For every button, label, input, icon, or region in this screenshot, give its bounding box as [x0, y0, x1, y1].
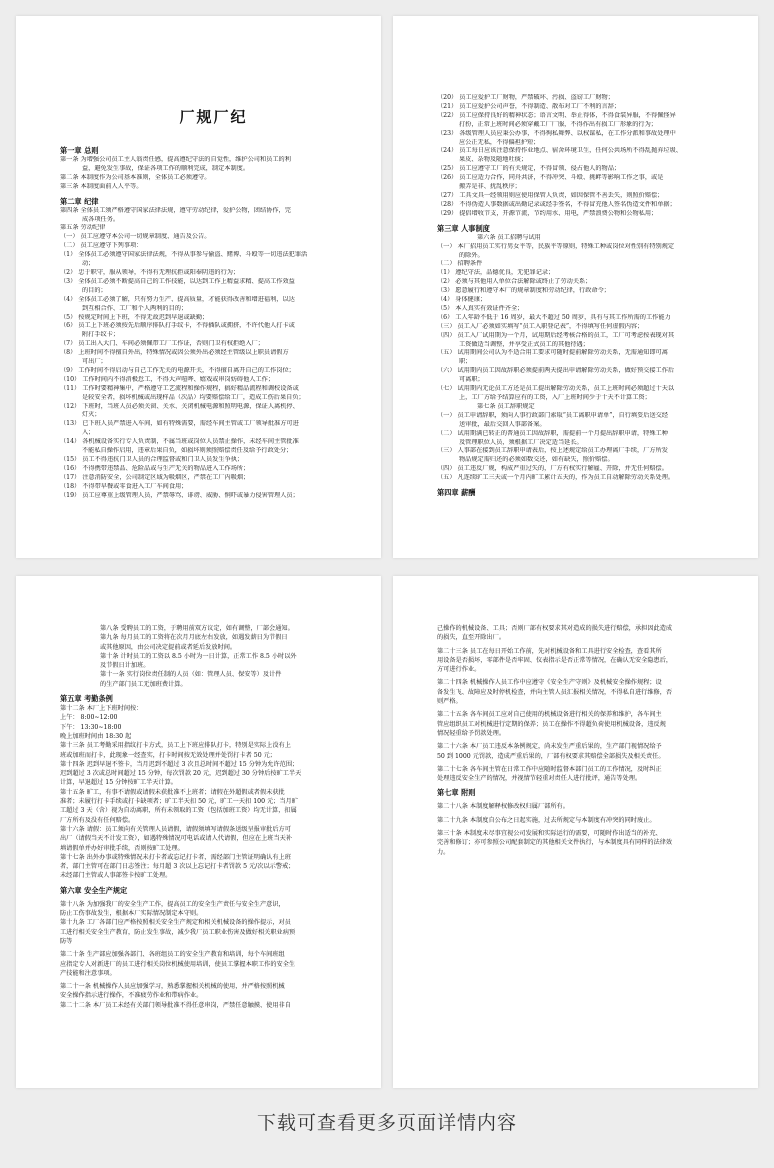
text-line: 第十五条 旷工，有事不请假或请假未获批准不上班者；请假在外超假或者假未获批 — [60, 788, 285, 796]
text-line: 第四条 全体员工须严格遵守国家法律法规，遵守劳动纪律，爱护公物，团结协作，完 — [60, 206, 291, 214]
text-line: 第二十五条 各车间员工应对自己使用的机械设备进行相关的保养和维护，各车间主 — [437, 711, 662, 719]
text-line: （3） 全体员工必须不断提高自己的工作技能，以达到工作上精益求精、提高工作效益 — [60, 277, 295, 285]
text-line: 第十八条 为加强我厂的安全生产工作，提高员工的安全生产责任与安全生产意识， — [60, 900, 285, 908]
text-line: 情况轻重给予罚款处理。 — [437, 729, 506, 737]
text-line: 第六条 员工招聘与试用 — [477, 233, 541, 241]
text-line: 填请假单并办好审批手续，否则按旷工处理。 — [60, 844, 184, 852]
text-line: （13） 已下班人员严禁进入车间，如有特殊需要，需经车间主管或工厂领导批准方可进 — [60, 420, 299, 428]
text-line: 第十九条 工厂各部门应严格按照相关安全生产规定和相关机械设备的操作提示，对员 — [60, 919, 291, 927]
chapter-heading: 第七章 附则 — [437, 788, 476, 798]
text-line: 的目的； — [82, 286, 107, 294]
text-line: （4） 全体员工必须了解，只有努力生产、提高质量，才能获得改善和增进福利，以达 — [60, 295, 295, 303]
text-line: 工超过 3 天（含）视为自动离职，所有未领取的工资（包括加班工资）均无计算，扣属 — [60, 807, 297, 815]
text-line: 第十二条 本厂上下班时间按： — [60, 705, 143, 713]
text-line: 第一条 为增强公司员工主人翁责任感，提高遵纪守法的自觉性，维护公司和员工的利 — [60, 156, 291, 163]
text-line: （二） 招聘条件 — [437, 260, 483, 268]
text-line: （一） 员工应遵守本公司一切规章制度、通告及公告。 — [60, 233, 211, 241]
text-line: （26） 员工应适力合作，同舟共济，不得冲突、斗殴、挑衅等影响工作之事，或是 — [437, 174, 664, 182]
text-line: 的损失，直至开除出厂。 — [437, 634, 506, 642]
text-line: 成各项任务。 — [82, 215, 120, 223]
document-page-2 — [393, 16, 758, 558]
text-line: 及管理职位人员，须根据工厂决定适当延长。 — [459, 438, 583, 446]
text-line: （6） 工人年龄不低于 16 周岁，最大不超过 50 周岁，具有与其工作所需的工作能力 — [437, 313, 671, 321]
text-line: 力。 — [437, 848, 450, 856]
text-line: 可离职； — [459, 376, 484, 384]
text-line: 或其他原因，由公司决定提前或者延后发放时间。 — [100, 643, 237, 651]
text-line: （24） 员工每日应该注意保持作业地点、宿舍环境卫生，任何公共场所不得乱抛弃垃圾、 — [437, 147, 682, 155]
text-line: 第二十条 生产部应加强各部门、各班组员工的安全生产教育和培训，每个车间班组 — [60, 951, 285, 959]
chapter-heading: 第二章 纪律 — [60, 196, 99, 206]
text-line: 第二十三条 员工在每日开始工作前，先对机械设备和工具进行安全检查，查看其所 — [437, 647, 662, 655]
text-line: 者，部门主管可在部门日志签注；每月超 3 次以上忘记打卡者罚款 5 元/次以示警戒； — [60, 863, 295, 871]
text-line: 到互相合作、工厂和个人两利的目的； — [82, 304, 188, 312]
text-line: （四） 员工违反厂规，构成严重过失的，厂方有权实行解雇、开除，并无任何赔偿。 — [437, 465, 668, 473]
text-line: （11） 工作时要精神集中，严格遵守工艺流程和操作规程，搞好精品流程和调校设备或 — [60, 384, 299, 392]
text-line: 工资做适当调整，并享受正式员工的其他待遇； — [459, 340, 589, 348]
text-line: 打扮，正常上班时间必须穿戴工厂厂服，不得作出有损工厂形象的行为； — [459, 120, 657, 128]
text-line: 第十条 计时员工的工资以 8.5 小时为一日计算，正常工作 8.5 小时以外 — [100, 652, 297, 660]
text-line: （3） 愿意履行和遵守本厂的规章制度和劳动纪律，行政命令； — [437, 287, 610, 295]
text-line: 处理违反安全生产的情况，并视情节轻重对责任人进行批评，通告等处理。 — [437, 775, 642, 783]
chapter-heading: 第三章 人事制度 — [437, 223, 490, 233]
text-line: （15） 员工不得违抗门卫人员的合理监督或和门卫人员发生争执； — [60, 456, 244, 463]
text-line: （二） 试用期满已转正的普通员工因故辞职，需提前一个月提出辞职申请，特殊工种 — [437, 429, 668, 437]
text-line: （4） 身体健康； — [437, 296, 487, 304]
text-line: 第二十一条 机械操作人员应加强学习，熟悉掌握相关机械的使用，并严格按照机械 — [60, 983, 285, 991]
text-line: 灯灭； — [82, 411, 101, 419]
text-line: 应指定专人对新进厂的员工进行相关岗位机械使用培训，使员工掌握本职工作的安全生 — [60, 960, 296, 968]
text-line: （六） 试用期内员工因故辞职必须提前两天提出申请解除劳动关系，做好预交接工作后 — [437, 367, 675, 375]
text-line: 送审批，最后交回人事部备案。 — [459, 420, 546, 428]
text-line: 第二十七条 各车间主管在日常工作中应随时监督本部门员工的工作情况，及时纠正 — [437, 765, 662, 773]
text-line: 搬弄是非、扰乱秩序； — [459, 183, 521, 191]
text-line: （28） 不得伪造人事数据或出勤记录或经手签名，不得冒充他人签名伪造文件和单据； — [437, 200, 676, 208]
text-line: 第二十二条 本厂员工未经有关部门领导批准不得任意串岗，严禁任意触摸、使用非自 — [60, 1001, 291, 1009]
chapter-heading: 第五章 考勤条例 — [60, 694, 113, 704]
text-line: 第二条 本制度作为公司基本准则，全体员工必须遵守。 — [60, 173, 211, 181]
document-page-3 — [16, 576, 381, 1088]
text-line: 职； — [459, 358, 472, 366]
text-line: 第二十九条 本制度自公布之日起实施，过去所规定与本制度有冲突的同时废止。 — [437, 816, 656, 824]
text-line: （8） 上班时间不得擅自外出，特殊情况或因公须外出必须经主管级以上职员请假方 — [60, 349, 289, 357]
document-page-4 — [393, 576, 758, 1088]
text-line: （四） 员工入厂试用期为一个月，试用期后经考核合格的员工，工厂可考虑按表现对其 — [437, 331, 675, 339]
text-line: （7） 员工出入大门、车间必须佩带工厂工作证，否则门卫有权拒绝入厂； — [60, 340, 264, 348]
text-line: 晚上加班时间由 18:30 起 — [60, 732, 132, 740]
document-page-1 — [16, 16, 381, 558]
chapter-heading: 第一章 总则 — [60, 146, 99, 155]
text-line: 的生产部门员工无加班费计算。 — [100, 680, 187, 688]
text-line: 第十三条 员工考勤采用指纹打卡方式，员工上下班应排队打卡，特别是实际上没有上 — [60, 742, 291, 750]
chapter-heading: 第六章 安全生产规定 — [60, 885, 128, 895]
text-line: （5） 按规定时间上下班，不得无故迟到早退或缺勤； — [60, 313, 209, 321]
text-line: 的除外。 — [459, 251, 484, 259]
text-line: 不能私自操作启用，违章后果自负，如损坏则须照赔偿责任及给予行政处分； — [82, 447, 293, 455]
page-content — [437, 624, 744, 857]
text-line: （一） 本厂招用员工实行男女平等，民族平等原则，特殊工种或岗位对性别有特别规定 — [437, 242, 675, 250]
text-line: 防等 — [60, 937, 73, 945]
text-line: 用设备是否损坏，零部件是否牢固、仪表指示是否正常等情况，在确认无安全隐患后， — [437, 656, 673, 664]
document-title: 厂规厂纪 — [179, 108, 248, 126]
text-line: 附打手纹卡； — [82, 331, 120, 339]
text-line: 第十一条 实行岗位责任制的人员（如：管理人员、保安等）及计件 — [100, 671, 282, 679]
text-line: 产技能和注意事项。 — [60, 969, 116, 977]
text-line: （10） 工作时间内不得消极怠工，不得大声喧哗、嬉戏或串岗妨碍他人工作； — [60, 375, 275, 383]
text-line: 入； — [82, 429, 95, 437]
text-line: （2） 必须与其他用人单位合法解除或终止了劳动关系； — [437, 278, 592, 286]
text-line: （9） 工作时间不得启动与自己工作无关的电源开关，不得擅自离开自己的工作岗位； — [60, 366, 295, 374]
text-line: 上午： 8:00~12:00 — [60, 714, 118, 722]
text-line: 方可进行作业。 — [437, 666, 481, 674]
text-line: （七） 试用期内无论员工方还是员工提出解除劳动关系，员工上班时间必须超过十天以 — [437, 385, 675, 393]
text-line: 上，工厂方给予结算应有的工资，入厂上班时间少于十天不计算工资； — [459, 394, 651, 401]
text-line: （5） 本人真实有效证件齐全； — [437, 304, 524, 312]
text-line: 50 到 1000 元罚款，造成严重后果的，厂部有权要求其赔偿全部损失及相关责任。 — [437, 752, 665, 760]
download-more-link[interactable]: 下载可查看更多页面详情内容 — [256, 1112, 517, 1134]
text-line: （1） 全体员工必须遵守国家法律法规，不得从事参与偷盗、赌博、斗殴等一切违法犯罪活 — [60, 251, 308, 259]
page-content — [60, 624, 367, 1010]
text-line: 计算，早退超过 15 分钟按旷工半天计算。 — [60, 779, 177, 787]
text-line: （19） 员工应尊重上级管理人员，严禁辱骂、诽谤、威胁、恫吓或暴力侵害管理人员； — [60, 491, 299, 499]
text-line: 第二十八条 本制度解释权修改权归属厂部所有。 — [437, 803, 569, 811]
text-line: 物品规定需归还的必须如数交还，如有缺失，照价赔偿。 — [459, 456, 614, 464]
text-line: （五） 凡连续旷工三天或一个月内旷工累计五天的，作为员工自动解除劳动关系处理。 — [437, 474, 675, 482]
text-line: 厂方所有及没有任何赔偿。 — [60, 816, 135, 824]
text-line: 防止工伤事故发生，根据本厂实际情况制定本守则。 — [60, 910, 203, 918]
text-line: （二） 员工应遵守下列事项： — [60, 242, 143, 250]
text-line: 第八条 受聘员工的工资，于聘用前双方议定，如有调整，厂部会通知。 — [100, 625, 294, 632]
text-line: 则严格。 — [437, 698, 462, 706]
text-line: 迟到超过 3 次或总时间超过 15 分钟，每次罚款 20 元，迟到超过 30 分钟后按旷工半天 — [60, 770, 302, 778]
text-line: 备发生飞、故障应及时停机检查，并向主管人员汇报相关情况，不得私自进行维修，否 — [437, 688, 673, 696]
text-line: 下午： 13:30~18:00 — [60, 723, 122, 731]
text-line: 果皮、杂物及随地吐痰； — [459, 156, 528, 164]
text-line: 第十七条 出外办事或特殊情况未打卡者或忘记打卡者，需经部门主管证明确认有上班 — [60, 853, 291, 861]
text-line: 可出厂； — [82, 358, 107, 366]
text-line: （21） 员工应爱护公司声誉，不得制造、散布对工厂不利的言辞； — [437, 102, 621, 110]
text-line: 己操作的机械设备、工具；否则厂部有权要求其对造成的损失进行赔偿，承担因此造成 — [437, 625, 673, 632]
text-line: （14） 各机械设备实行专人负责制，不属当班或岗位人员禁止操作，未经车间主管批准 — [60, 438, 299, 446]
chapter-heading: 第四章 薪酬 — [437, 488, 476, 498]
text-line: 是较安全者，损坏机械或出现样品（次品）均要赔偿给工厂，造成工伤后果自负； — [82, 393, 305, 401]
text-line: 工进行相关安全生产教育，防止发生事故，减少我厂员工职业伤害及做好相关职业病预 — [60, 928, 296, 936]
text-line: 第二十四条 机械操作人员工作中应遵守《安全生产守则》及机械安全操作规程；设 — [437, 679, 662, 687]
text-line: 第七条 员工辞职规定 — [477, 402, 535, 410]
text-line: 第十四条 迟到早退不签卡，当月迟到不超过 3 次且总时间不超过 15 分钟为允许范围； — [60, 760, 299, 768]
text-line: 第三十条 本制度未尽事宜视公司发展和实际运行的需要，可随时作出适当的补充、 — [437, 830, 662, 838]
text-line: 安全操作指示进行操作，不准疲劳作业和带病作业。 — [60, 992, 203, 1000]
text-line: （1） 遵纪守法，品德优良，无犯罪记录； — [437, 269, 555, 277]
text-line: 益，避免发生事故，保证各项工作的顺利完成，制定本制度。 — [82, 164, 250, 172]
page-content — [60, 145, 367, 501]
text-line: （17） 注意消防安全，公司制定区域为吸烟区，严禁在工厂内吸烟； — [60, 473, 250, 481]
text-line: 第五条 劳动纪律 — [60, 224, 106, 232]
text-line: 管应组织员工对机械进行定期的保养；员工在操作不得超负荷使用机械设备，违反规 — [437, 720, 666, 728]
text-line: 出厂（请假当天不计发工资），如遇特殊情况可电话或请人代请假，但应在上班当天补 — [60, 835, 293, 843]
text-line: （12） 下班时，当班人员必须关窗、关水、关闭机械电源和照明电源，保证人离机停、 — [60, 402, 299, 410]
page-content — [437, 94, 744, 498]
text-line: （23） 各级管理人员应秉公办事，不得徇私舞弊、以权谋私，在工作分派和事故处理中 — [437, 129, 676, 137]
text-line: 第二十六条 本厂员工违反本条例规定，尚未发生严重后果的，生产部门视情况给予 — [437, 743, 662, 751]
text-line: 第十六条 请假：员工须向有关管理人员请假，请假须填写请假条送级呈报审批后方可 — [60, 825, 291, 833]
text-line: （18） 不得带早餐或零食进入工厂车间食用； — [60, 482, 188, 490]
text-line: （16） 不得携带违禁品、危险品或与生产无关的物品进入工作场所； — [60, 464, 250, 472]
text-line: （20） 员工应爱护工厂财物，严禁破坏、污损、盗窃工厂财物； — [437, 94, 614, 101]
text-line: （25） 员工应遵守工厂的有关规定，不得冒领、侵占他人的物品； — [437, 165, 621, 173]
text-line: 第三条 本制度面前人人平等。 — [60, 182, 143, 190]
text-line: （22） 员工应保持良好的精神状态；语言文明、举止得体，不得食装异服，不得佩怪异 — [437, 111, 676, 119]
text-line: （三） 员工入厂必须如实填写“员工入职登记表”，不得填写任何虚假内容； — [437, 322, 644, 330]
text-line: （27） 工具文具一经领用则应使用保管人负责，如因保管不善丢失，则照价赔偿； — [437, 191, 664, 199]
text-line: 班或加班而打卡，此现象一经查实，打卡时间按无效处理并处罚打卡者 50 元； — [60, 751, 276, 759]
text-line: 准者；未履行打卡手续或打卡缺项者；旷工半天扣 50 元，旷工一天扣 100 元；当月旷 — [60, 798, 298, 806]
text-line: （2） 忠于职守，服从领导，不得有无理抗拒或阳奉阴违的行为； — [60, 268, 240, 276]
text-line: 应公正无私，不得偏袒护短； — [459, 138, 540, 146]
text-line: （五） 试用期间公司认为不适合用工要求可随时提前解除劳动关系，无需通知即可离 — [437, 349, 668, 357]
text-line: 未经部门主管或人事部签卡按旷工处理。 — [60, 872, 172, 880]
text-line: （三） 人事部在接到员工辞职申请表后，按上述规定给员工办理离厂手续，厂方所发 — [437, 447, 668, 455]
text-line: （29） 提倡增收节支，开源节流，节约用水、用电，严禁浪费公物和公物私用； — [437, 209, 658, 217]
text-line: （一） 员工申请辞职，须向人事行政部门索取“员工离职申请单”，自行填妥后送交经 — [437, 411, 669, 419]
text-line: 动； — [82, 260, 95, 268]
text-line: 及节假日计加班。 — [100, 662, 150, 670]
text-line: 完善和修订；亦可参照公司配套制定的其他相关文件执行，与本制度具有同样的法律效 — [437, 839, 673, 847]
text-line: 第九条 每月员工的工资将在次月月底左右发放，如遇发薪日为节假日 — [100, 634, 288, 642]
text-line: （6） 员工上下班必须按先后顺序排队打手纹卡，不得插队或拥挤，不许代他人打卡或 — [60, 322, 295, 330]
